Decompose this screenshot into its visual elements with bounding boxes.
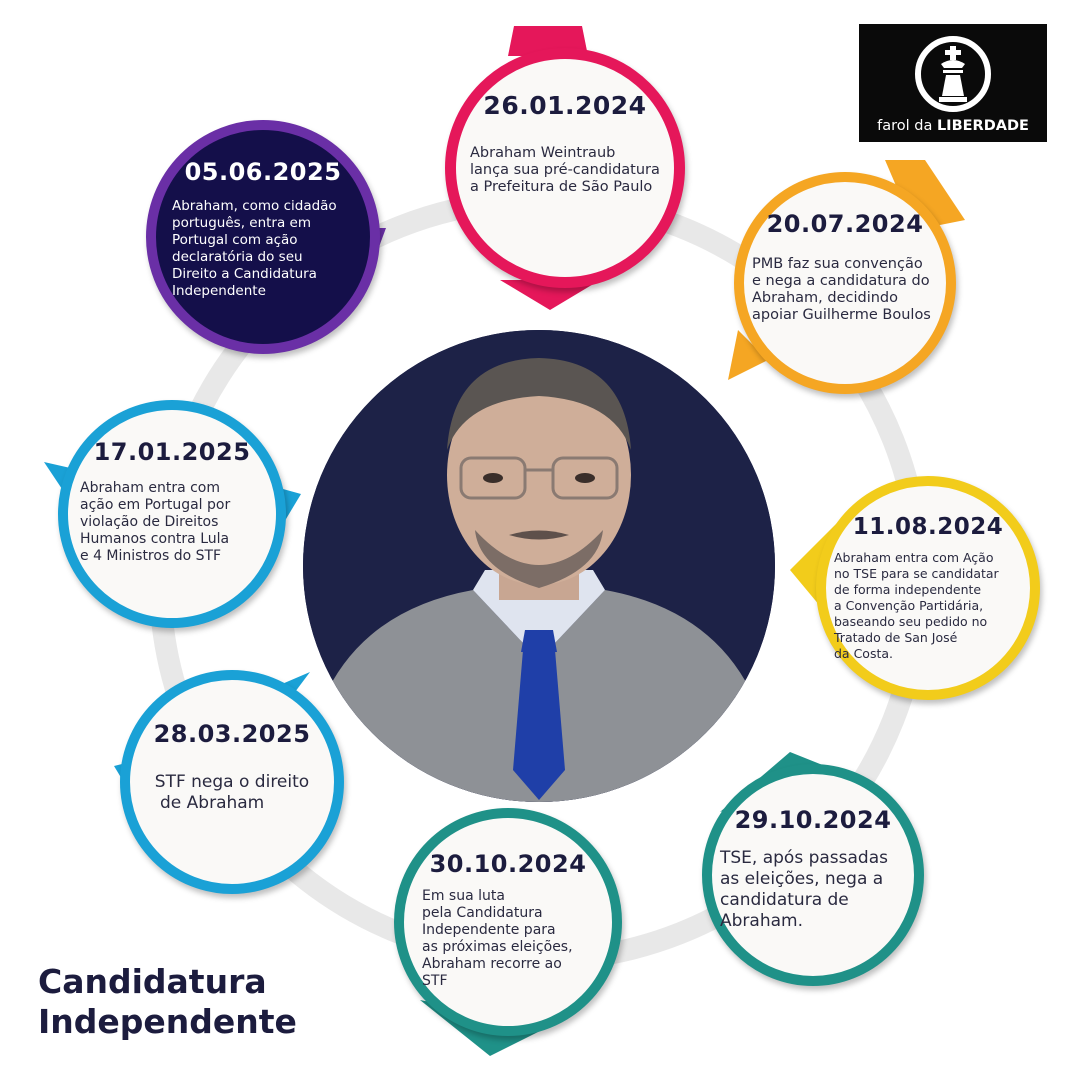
text-line: Direito a Candidatura <box>172 266 317 282</box>
text-line: Abraham Weintraub <box>470 145 616 161</box>
text-line: Abraham recorre ao <box>422 956 562 972</box>
event-date: 11.08.2024 <box>852 514 1004 540</box>
event-date: 29.10.2024 <box>734 806 892 834</box>
text-line: Em sua luta <box>422 888 505 904</box>
event-text <box>172 198 337 300</box>
chess-king-icon <box>913 34 993 114</box>
event-text <box>130 772 334 814</box>
event-text <box>80 480 230 565</box>
text-line: de Abraham <box>160 793 265 813</box>
text-line: de forma independente <box>834 582 982 597</box>
text-line: Abraham entra com Ação <box>834 550 994 565</box>
text-line: a Prefeitura de São Paulo <box>470 179 653 195</box>
text-line: Portugal com ação <box>172 232 298 248</box>
timeline-node-2024-10-29 <box>702 764 924 986</box>
event-date: 26.01.2024 <box>483 91 647 120</box>
title-line: Independente <box>38 1002 297 1041</box>
text-line: no TSE para se candidatar <box>834 566 999 581</box>
event-date: 20.07.2024 <box>766 210 924 238</box>
timeline-node-2024-10-30 <box>394 808 622 1036</box>
text-line: apoiar Guilherme Boulos <box>752 307 931 323</box>
text-line: e nega a candidatura do <box>752 273 930 289</box>
brand-big: LIBERDADE <box>936 118 1029 134</box>
brand-name <box>859 118 1047 134</box>
brand-logo <box>859 24 1047 142</box>
text-line: PMB faz sua convenção <box>752 256 923 272</box>
text-line: Humanos contra Lula <box>80 531 230 547</box>
event-date: 30.10.2024 <box>429 850 587 878</box>
text-line: STF nega o direito <box>154 772 310 792</box>
text-line: as próximas eleições, <box>422 939 573 955</box>
text-line: e 4 Ministros do STF <box>80 548 222 564</box>
text-line: Abraham, como cidadão <box>172 198 337 214</box>
text-line: Tratado de San José <box>834 630 958 645</box>
event-text <box>720 848 888 932</box>
text-line: português, entra em <box>172 215 312 231</box>
event-text <box>834 550 999 662</box>
person-illustration <box>303 330 775 802</box>
event-text <box>470 145 660 196</box>
text-line: lança sua pré-candidatura <box>470 162 660 178</box>
text-line: Independente <box>172 283 266 299</box>
text-line: a Convenção Partidária, <box>834 598 984 613</box>
text-line: Abraham, decidindo <box>752 290 899 306</box>
text-line: as eleições, nega a <box>720 869 884 889</box>
page-title <box>38 962 297 1042</box>
event-date: 28.03.2025 <box>153 720 311 748</box>
title-line: Candidatura <box>38 962 267 1001</box>
text-line: pela Candidatura <box>422 905 543 921</box>
text-line: da Costa. <box>834 646 893 661</box>
timeline-node-2025-01-17 <box>58 400 286 628</box>
event-text <box>752 256 931 324</box>
brand-small: farol da <box>877 118 933 134</box>
text-line: violação de Direitos <box>80 514 219 530</box>
text-line: Independente para <box>422 922 556 938</box>
text-line: ação em Portugal por <box>80 497 231 513</box>
timeline-node-2025-03-28 <box>120 670 344 894</box>
text-line: Abraham. <box>720 911 803 931</box>
timeline-node-2025-06-05 <box>146 120 380 354</box>
text-line: baseando seu pedido no <box>834 614 988 629</box>
text-line: TSE, após passadas <box>720 848 888 868</box>
timeline-node-2024-01-26 <box>445 48 685 288</box>
timeline-node-2024-07-20 <box>734 172 956 394</box>
text-line: declaratória do seu <box>172 249 303 265</box>
text-line: candidatura de <box>720 890 849 910</box>
event-date: 05.06.2025 <box>184 158 342 186</box>
event-date: 17.01.2025 <box>93 438 251 466</box>
text-line: Abraham entra com <box>80 480 220 496</box>
event-text <box>422 888 573 990</box>
timeline-node-2024-08-11 <box>816 476 1040 700</box>
portrait-photo <box>303 330 775 802</box>
text-line: STF <box>422 973 448 989</box>
